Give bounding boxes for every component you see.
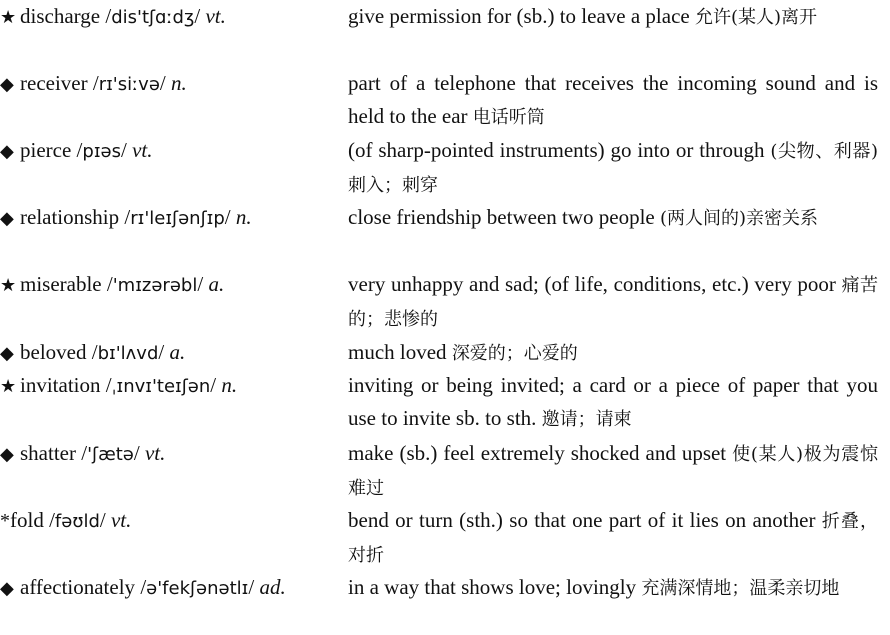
phonetic: pɪəs [82, 141, 121, 162]
translation: 允许(某人)离开 [694, 7, 818, 28]
definition [348, 134, 878, 202]
translation: (两人间的)亲密关系 [660, 208, 819, 229]
headword: ◆ affectionately /ə'fekʃənətlɪ/ ad. [0, 571, 340, 605]
definition [348, 571, 878, 605]
word: discharge [20, 4, 101, 28]
star-icon: ★ [0, 275, 17, 296]
definition-text: inviting or being invited; a card or a piece of paper that you use to invite sb. to sth. [348, 373, 878, 430]
phonetic: rɪ'leɪʃənʃɪp [130, 208, 225, 229]
word: receiver [20, 71, 88, 95]
definition-text: bend or turn (sth.) so that one part of it lies on another [348, 508, 822, 532]
headword: ★ discharge /dis'tʃɑːdʒ/ vt. [0, 0, 340, 34]
diamond-icon: ◆ [0, 208, 14, 229]
star-icon: ★ [0, 376, 17, 397]
diamond-icon: ◆ [0, 444, 14, 465]
word: relationship [20, 205, 120, 229]
phonetic: bɪ'lʌvd [97, 343, 159, 364]
translation: 使(某人)极为震惊难过 [348, 444, 878, 499]
phonetic: 'ʃætə [87, 444, 134, 465]
phonetic: fəʊld [54, 511, 100, 532]
headword: ★ invitation /ˌɪnvɪ'teɪʃən/ n. [0, 369, 340, 403]
definition [348, 0, 878, 34]
part-of-speech: ad. [259, 575, 286, 599]
part-of-speech: vt. [205, 4, 226, 28]
diamond-icon: ◆ [0, 141, 14, 162]
headword: ◆ relationship /rɪ'leɪʃənʃɪp/ n. [0, 201, 340, 235]
part-of-speech: n. [171, 71, 187, 95]
part-of-speech: a. [169, 340, 186, 364]
definition [348, 336, 878, 370]
definition [348, 268, 878, 336]
part-of-speech: vt. [110, 508, 132, 532]
part-of-speech: vt. [132, 138, 153, 162]
diamond-icon: ◆ [0, 74, 14, 95]
translation: 折叠，对折 [348, 511, 879, 566]
translation: 痛苦的；悲惨的 [348, 275, 879, 330]
definition [348, 369, 878, 436]
star-icon: ★ [0, 7, 17, 28]
phonetic: dis'tʃɑːdʒ [111, 7, 195, 28]
headword: ★ miserable /'mɪzərəbl/ a. [0, 268, 340, 302]
definition-text: part of a telephone that receives the incoming sound and is held to the ear [348, 71, 878, 128]
part-of-speech: n. [235, 205, 252, 229]
diamond-icon: ◆ [0, 343, 14, 364]
phonetic: ə'fekʃənətlɪ [146, 578, 249, 599]
headword: ◆ pierce /pɪəs/ vt. [0, 134, 340, 168]
definition [348, 437, 878, 505]
definition-text: make (sb.) feel extremely shocked and upset [348, 441, 733, 465]
word: miserable [20, 272, 102, 296]
phonetic: rɪ'siːvə [98, 74, 160, 95]
word: beloved [20, 340, 87, 364]
definition-text: very unhappy and sad; (of life, conditions, etc.) very poor [348, 272, 842, 296]
phonetic: 'mɪzərəbl [112, 275, 198, 296]
word: affectionately [20, 575, 136, 599]
definition [348, 504, 878, 572]
headword: ◆ receiver /rɪ'siːvə/ n. [0, 67, 340, 101]
headword: *fold /fəʊld/ vt. [0, 504, 340, 538]
translation: 充满深情地；温柔亲切地 [641, 578, 840, 599]
definition [348, 201, 878, 235]
definition-text: give permission for (sb.) to leave a place [348, 4, 695, 28]
translation: 深爱的；心爱的 [451, 343, 578, 364]
definition-text: much loved [348, 340, 452, 364]
definition [348, 67, 878, 134]
asterisk-icon: * [0, 510, 10, 532]
phonetic: ˌɪnvɪ'teɪʃən [111, 376, 211, 397]
headword: ◆ shatter /'ʃætə/ vt. [0, 437, 340, 471]
part-of-speech: n. [221, 373, 238, 397]
part-of-speech: a. [208, 272, 225, 296]
definition-text: close friendship between two people [348, 205, 660, 229]
translation: 邀请；请柬 [541, 409, 632, 430]
definition-text: (of sharp-pointed instruments) go into or through [348, 138, 771, 162]
definition-text: in a way that shows love; lovingly [348, 575, 642, 599]
part-of-speech: vt. [144, 441, 166, 465]
word: pierce [20, 138, 72, 162]
translation: 电话听筒 [472, 107, 545, 128]
word: fold [10, 508, 44, 532]
word: shatter [20, 441, 76, 465]
word: invitation [20, 373, 101, 397]
translation: (尖物、利器)刺入；刺穿 [348, 141, 879, 196]
diamond-icon: ◆ [0, 578, 14, 599]
headword: ◆ beloved /bɪ'lʌvd/ a. [0, 336, 340, 370]
